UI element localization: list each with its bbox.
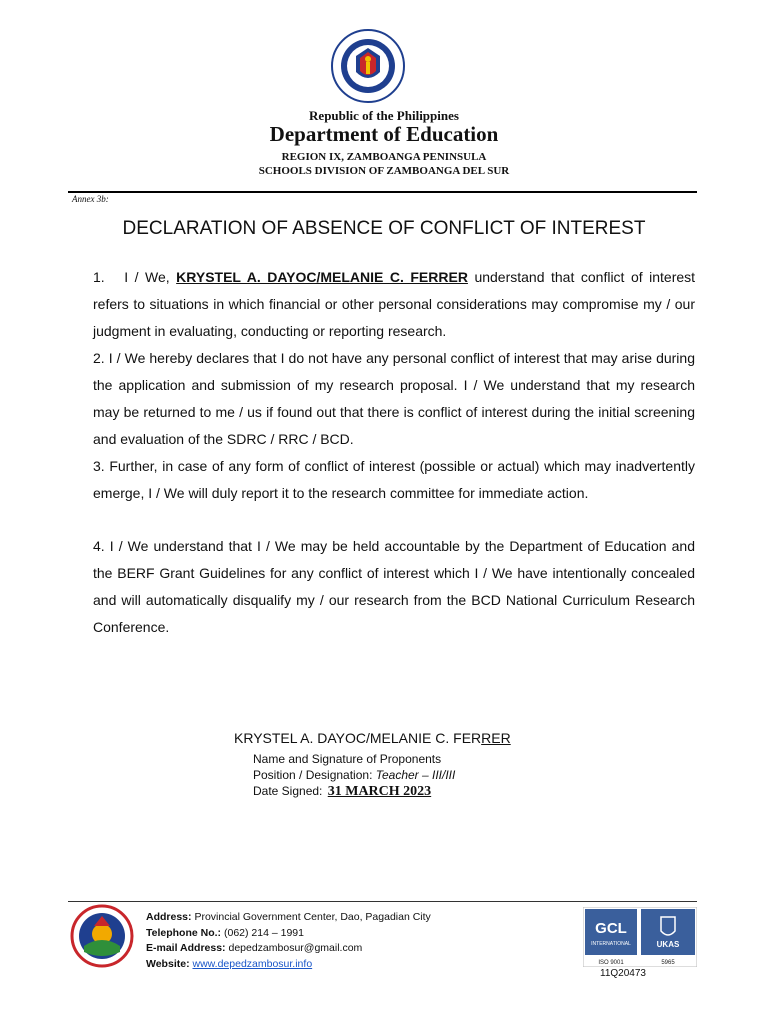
- cert-num: 5965: [661, 960, 675, 966]
- annex-label: Annex 3b:: [72, 194, 109, 204]
- document-title: DECLARATION OF ABSENCE OF CONFLICT OF INTEREST: [122, 218, 646, 239]
- date-line: Date Signed: 31 MARCH 2023: [253, 783, 455, 800]
- certification-badge: [583, 907, 697, 967]
- phone-line: Telephone No.: (062) 214 – 1991: [146, 926, 304, 939]
- item-number: 1.: [93, 269, 105, 285]
- division-seal-logo: [70, 904, 134, 968]
- address-line: Address: Provincial Government Center, Dao, Pagadian City: [146, 911, 431, 923]
- email-line: E-mail Address: depedzambosur@gmail.com: [146, 942, 363, 954]
- position-line: Position / Designation: Teacher – III/III: [253, 768, 456, 782]
- declaration-item-4: 4. I / We understand that I / We may be held accountable by the Department of Education and the BERF Grant Guidelines for any conflict of interest which I / We have intentionally concealed and will automatically disqualify my / our research from the BCD National Curriculum Research Conference.: [93, 538, 695, 635]
- declaration-item-3: 3. Further, in case of any form of conflict of interest (possible or actual) which may inadvertently emerge, I / We will duly report it to the research committee for immediate action.: [93, 458, 695, 501]
- signature-details: [253, 751, 455, 800]
- cert-iso: ISO 9001: [598, 960, 624, 966]
- cert-sub: INTERNATIONAL: [591, 941, 631, 947]
- footer-divider: [68, 901, 697, 902]
- cert-code: 11Q20473: [600, 968, 646, 979]
- item-lead: I / We,: [124, 269, 170, 285]
- republic-heading: Republic of the Philippines: [309, 108, 459, 123]
- region-heading: REGION IX, ZAMBOANGA PENINSULA: [281, 151, 487, 163]
- signature-name: KRYSTEL A. DAYOC/MELANIE C. FERRER: [234, 730, 511, 746]
- deped-seal-logo: [330, 28, 406, 104]
- signature-caption: Name and Signature of Proponents: [253, 752, 442, 766]
- division-heading: SCHOOLS DIVISION OF ZAMBOANGA DEL SUR: [258, 165, 510, 177]
- cert-ukas: UKAS: [656, 940, 680, 949]
- position-value: Teacher – III/III: [375, 768, 456, 782]
- declaration-item-1: [93, 264, 695, 345]
- item-text: understand that conflict of interest refers to situations in which financial or other personal considerations may compromise my / our judgment in evaluating, conducting or reporting research.: [93, 269, 696, 339]
- date-value: 31 MARCH 2023: [327, 784, 432, 799]
- cert-brand: GCL: [595, 920, 627, 937]
- department-heading: Department of Education: [269, 122, 499, 146]
- website-line: Website: www.depedzambosur.info: [146, 957, 313, 970]
- contact-info: [146, 910, 431, 972]
- declaration-item-2: 2. I / We hereby declares that I do not have any personal conflict of interest that may arise during the application and submission of my research proposal. I / We understand that my research may be returned to me / us if found out that there is conflict of interest during the initial screening and evaluation of the SDRC / RRC / BCD.: [93, 350, 695, 447]
- header-divider: [68, 191, 697, 193]
- proponent-names: KRYSTEL A. DAYOC/MELANIE C. FERRER: [176, 269, 468, 285]
- website-link[interactable]: www.depedzambosur.info: [192, 957, 313, 970]
